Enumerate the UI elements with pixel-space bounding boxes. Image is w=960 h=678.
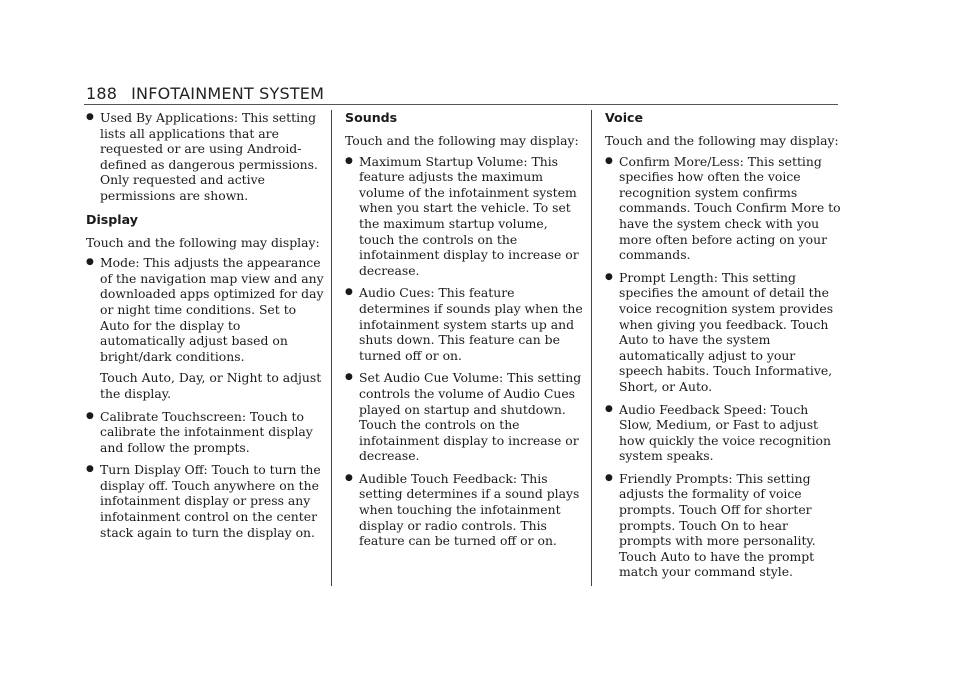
list-item: ● Audio Cues: This feature determines if sounds play when the infotainment system starts up and shuts down. This feature can be turned off or on. xyxy=(345,285,583,363)
list-item-note: Touch Auto, Day, or Night to adjust the display. xyxy=(100,370,322,401)
bullet-icon: ● xyxy=(605,403,613,414)
bullet-icon: ● xyxy=(345,287,353,298)
section-title: INFOTAINMENT SYSTEM xyxy=(131,84,325,103)
bullet-icon: ● xyxy=(345,155,353,166)
bullet-icon: ● xyxy=(86,410,94,421)
bullet-list-display xyxy=(86,255,324,540)
list-item: ● Set Audio Cue Volume: This setting controls the volume of Audio Cues played on startup and shutdown. Touch the controls on the infotainment display to increase or decrease. xyxy=(345,370,582,464)
list-item: ● Confirm More/Less: This setting specifies how often the voice recognition system confirms commands. Touch Confirm More to have the system check with you more often before acting on your commands. xyxy=(605,153,841,263)
voice-heading: Voice xyxy=(605,110,644,125)
sounds-intro: Touch and the following may display: xyxy=(345,133,579,148)
column-divider-2 xyxy=(591,110,592,586)
bullet-icon: ● xyxy=(605,271,613,282)
list-item: ● Turn Display Off: Touch to turn the display off. Touch anywhere on the infotainment display or press any infotainment control on the center stack again to turn the display on. xyxy=(86,462,321,540)
list-item: ● Prompt Length: This setting specifies the amount of detail the voice recognition system provides when giving you feedback. Touch Auto to have the system automatically adjust to your speech habits. Touch Informative, Short, or Auto. xyxy=(605,269,834,394)
display-intro: Touch and the following may display: xyxy=(86,234,320,250)
list-item: ● Used By Applications: This setting lists all applications that are requested or are using Android-defined as dangerous permissions. Only requested and active permissions are shown. xyxy=(86,110,318,203)
bullet-list-apps xyxy=(86,110,324,204)
bullet-icon: ● xyxy=(605,472,613,483)
page-header xyxy=(86,84,324,103)
bullet-icon: ● xyxy=(86,112,94,122)
display-heading: Display xyxy=(86,211,138,227)
bullet-icon: ● xyxy=(345,472,353,483)
list-item: ● Calibrate Touchscreen: Touch to calibrate the infotainment display and follow the prompts. xyxy=(86,408,313,455)
page-number: 188 xyxy=(86,84,118,103)
column-1 xyxy=(86,110,324,548)
bullet-icon: ● xyxy=(345,372,353,383)
list-item: ● Maximum Startup Volume: This feature adjusts the maximum volume of the infotainment system when you start the vehicle. To set the maximum startup volume, touch the controls on the infotainment display to increase or decrease. xyxy=(345,153,579,278)
bullet-icon: ● xyxy=(605,155,613,166)
bullet-list-voice xyxy=(605,154,843,580)
column-divider-1 xyxy=(331,110,332,586)
column-3 xyxy=(605,110,843,588)
column-2 xyxy=(345,110,583,557)
header-rule xyxy=(84,104,838,105)
bullet-list-sounds xyxy=(345,154,583,549)
list-item: ● Audible Touch Feedback: This setting determines if a sound plays when touching the infotainment display or radio controls. This feature can be turned off or on. xyxy=(345,470,580,549)
bullet-icon: ● xyxy=(86,257,94,268)
list-item: ● Friendly Prompts: This setting adjusts the formality of voice prompts. Touch Off for shorter prompts. Touch On to hear prompts with more personality. Touch Auto to have the prompt match your command style. xyxy=(605,470,816,580)
list-item: ● Mode: This adjusts the appearance of the navigation map view and any downloaded apps optimized for day or night time conditions. Set to Auto for the display to automatically adjust based on bright/dark conditions. Touch Auto, Day, or Night to adjust the display. xyxy=(86,255,324,401)
sounds-heading: Sounds xyxy=(345,110,398,125)
bullet-icon: ● xyxy=(86,464,94,475)
voice-intro: Touch and the following may display: xyxy=(605,133,839,148)
list-item: ● Audio Feedback Speed: Touch Slow, Medium, or Fast to adjust how quickly the voice recognition system speaks. xyxy=(605,401,831,464)
